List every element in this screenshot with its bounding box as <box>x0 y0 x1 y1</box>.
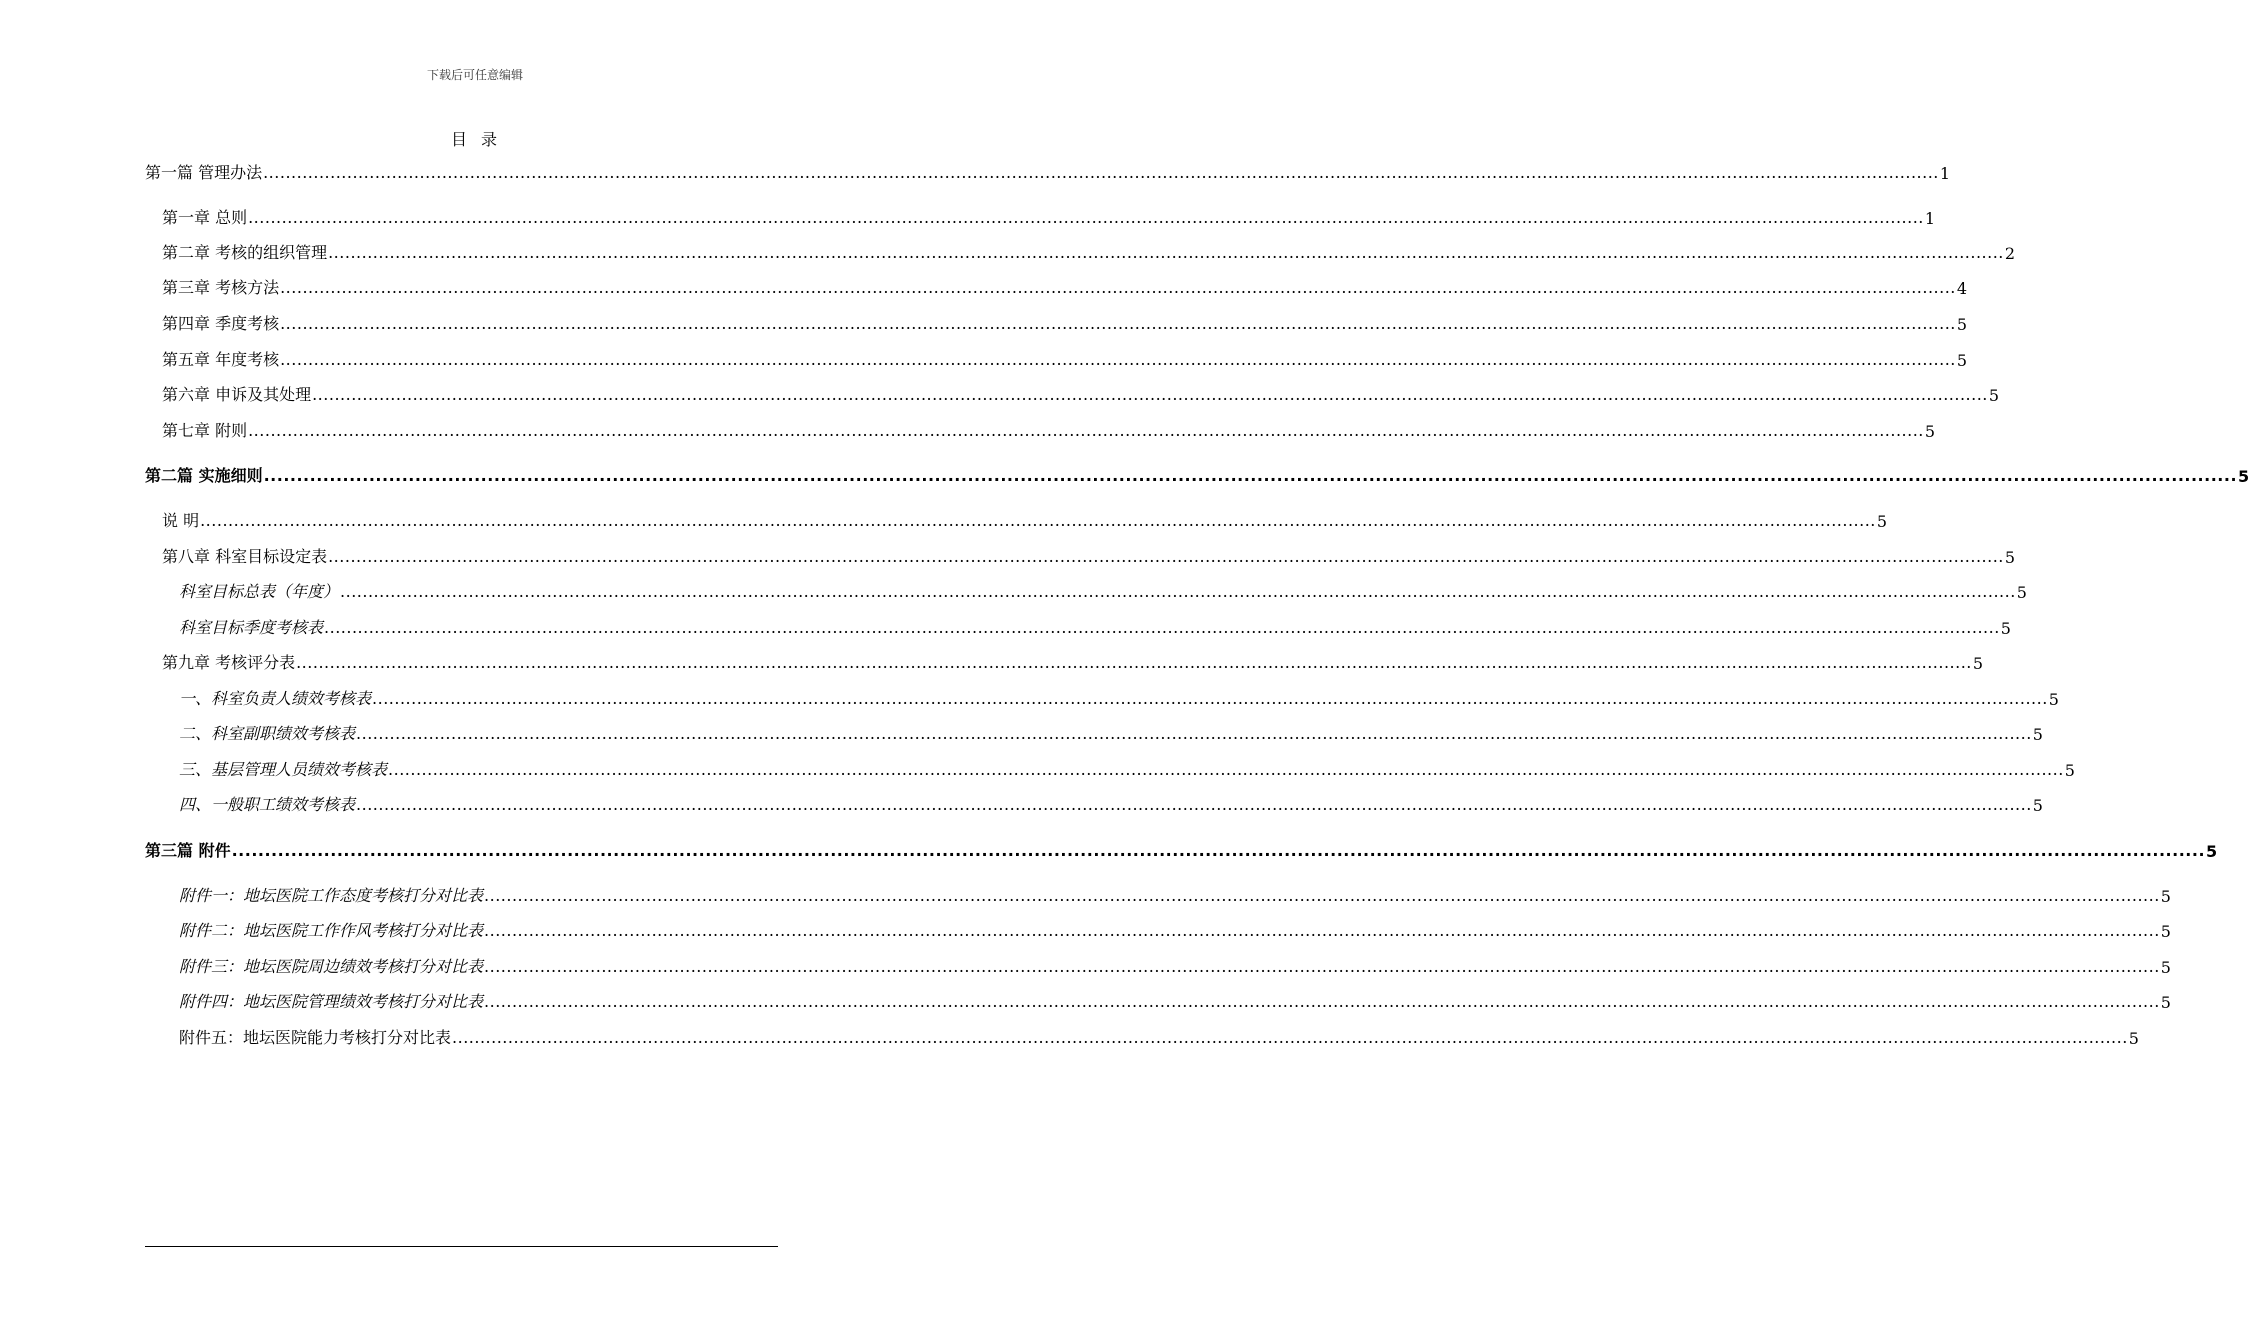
toc-title-char-1: 目 <box>450 130 469 149</box>
toc-entry-label: 第八章 科室目标设定表 <box>162 547 328 566</box>
toc-entry-page: 5 <box>1988 386 2000 405</box>
toc-entry-label: 第九章 考核评分表 <box>162 653 296 672</box>
toc-entry-page: 5 <box>2160 993 2171 1012</box>
toc-leader-dots: ............................................................................................................................................................................................................................................................................................................ <box>280 278 1956 297</box>
toc-leader-dots: ............................................................................................................................................................................................................................................................................................................ <box>328 243 2004 262</box>
toc-leader-dots: ............................................................................................................................................................................................................................................................................................................ <box>248 421 1924 440</box>
toc-entry[interactable] <box>162 237 2016 263</box>
toc-entry-label: 附件五：地坛医院能力考核打分对比表 <box>179 1028 452 1047</box>
toc-entry[interactable] <box>162 647 1984 673</box>
toc-leader-dots: ............................................................................................................................................................................................................................................................................................................ <box>324 618 2000 637</box>
toc-entry-label: 第二章 考核的组织管理 <box>162 243 328 262</box>
toc-entry-label: 一、科室负责人绩效考核表 <box>179 689 372 708</box>
toc-entry[interactable] <box>145 835 2218 861</box>
toc-entry[interactable] <box>162 344 1968 370</box>
toc-title <box>0 127 950 150</box>
toc-entry-page: 4 <box>1956 279 1968 298</box>
toc-entry-page: 5 <box>1876 512 1888 531</box>
toc-leader-dots: ............................................................................................................................................................................................................................................................................................................ <box>231 841 2206 860</box>
toc-leader-dots: ............................................................................................................................................................................................................................................................................................................ <box>296 653 1972 672</box>
toc-entry-label: 第三篇 附件 <box>145 841 231 860</box>
toc-leader-dots: ............................................................................................................................................................................................................................................................................................................ <box>484 992 2160 1011</box>
toc-entry-label: 附件二：地坛医院工作作风考核打分对比表 <box>179 921 484 940</box>
toc-entry[interactable] <box>162 202 1936 228</box>
toc-entry-page: 5 <box>2032 796 2043 815</box>
toc-title-char-2: 录 <box>481 130 500 149</box>
toc-leader-dots: ............................................................................................................................................................................................................................................................................................................ <box>356 724 2032 743</box>
toc-entry-label: 四、一般职工绩效考核表 <box>179 795 356 814</box>
toc-leader-dots: ............................................................................................................................................................................................................................................................................................................ <box>452 1028 2128 1047</box>
toc-entry[interactable] <box>179 1022 2139 1048</box>
toc-entry-label: 二、科室副职绩效考核表 <box>179 724 356 743</box>
toc-entry-label: 附件四：地坛医院管理绩效考核打分对比表 <box>179 992 484 1011</box>
toc-entry[interactable] <box>179 951 2171 977</box>
toc-entry[interactable] <box>162 541 2016 567</box>
toc-entry[interactable] <box>179 880 2171 906</box>
toc-entry[interactable] <box>145 460 2249 486</box>
toc-entry[interactable] <box>162 272 1968 298</box>
toc-entry-label: 附件一：地坛医院工作态度考核打分对比表 <box>179 886 484 905</box>
toc-entry[interactable] <box>179 718 2043 744</box>
toc-entry-page: 1 <box>1939 164 1951 183</box>
toc-entry-label: 科室目标季度考核表 <box>179 618 324 637</box>
toc-entry-page: 5 <box>1956 351 1968 370</box>
toc-entry-page: 5 <box>2160 887 2171 906</box>
toc-entry[interactable] <box>162 379 2000 405</box>
toc-entry-label: 第四章 季度考核 <box>162 314 280 333</box>
toc-entry-label: 第三章 考核方法 <box>162 278 280 297</box>
toc-leader-dots: ............................................................................................................................................................................................................................................................................................................ <box>263 466 2238 485</box>
toc-entry[interactable] <box>162 415 1936 441</box>
toc-leader-dots: ............................................................................................................................................................................................................................................................................................................ <box>484 886 2160 905</box>
toc-entry[interactable] <box>179 789 2043 815</box>
toc-entry[interactable] <box>179 576 2027 602</box>
toc-entry-label: 第六章 申诉及其处理 <box>162 385 312 404</box>
toc-entry-label: 第一篇 管理办法 <box>145 163 263 182</box>
toc-entry-label: 第二篇 实施细则 <box>145 466 263 485</box>
toc-entry-page: 5 <box>2160 922 2171 941</box>
toc-entry[interactable] <box>162 308 1968 334</box>
toc-entry-page: 5 <box>1972 654 1984 673</box>
toc-entry[interactable] <box>179 754 2075 780</box>
toc-leader-dots: ............................................................................................................................................................................................................................................................................................................ <box>248 208 1924 227</box>
toc-leader-dots: ............................................................................................................................................................................................................................................................................................................ <box>484 957 2160 976</box>
toc-entry-label: 三、基层管理人员绩效考核表 <box>179 760 388 779</box>
toc-entry-page: 5 <box>2206 842 2218 861</box>
toc-leader-dots: ............................................................................................................................................................................................................................................................................................................ <box>280 350 1956 369</box>
toc-entry-label: 附件三：地坛医院周边绩效考核打分对比表 <box>179 957 484 976</box>
footer-divider <box>145 1246 778 1247</box>
toc-entry-page: 5 <box>1956 315 1968 334</box>
toc-leader-dots: ............................................................................................................................................................................................................................................................................................................ <box>263 163 1939 182</box>
toc-leader-dots: ............................................................................................................................................................................................................................................................................................................ <box>356 795 2032 814</box>
toc-leader-dots: ............................................................................................................................................................................................................................................................................................................ <box>388 760 2064 779</box>
toc-entry-label: 第一章 总则 <box>162 208 248 227</box>
toc-entry-page: 5 <box>2016 583 2027 602</box>
toc-entry-page: 2 <box>2004 244 2016 263</box>
toc-entry-page: 5 <box>2128 1029 2139 1048</box>
toc-entry-page: 5 <box>2004 548 2016 567</box>
toc-entry[interactable] <box>145 157 1951 183</box>
toc-entry-page: 5 <box>2048 690 2059 709</box>
toc-leader-dots: ............................................................................................................................................................................................................................................................................................................ <box>280 314 1956 333</box>
toc-leader-dots: ............................................................................................................................................................................................................................................................................................................ <box>484 921 2160 940</box>
toc-entry-page: 5 <box>2032 725 2043 744</box>
toc-entry-label: 第七章 附则 <box>162 421 248 440</box>
toc-entry[interactable] <box>162 505 1888 531</box>
toc-entry[interactable] <box>179 683 2059 709</box>
toc-entry-label: 科室目标总表（年度） <box>179 582 340 601</box>
toc-entry-label: 第五章 年度考核 <box>162 350 280 369</box>
toc-entry-page: 5 <box>2238 467 2249 486</box>
toc-entry-page: 5 <box>2064 761 2075 780</box>
toc-leader-dots: ............................................................................................................................................................................................................................................................................................................ <box>328 547 2004 566</box>
toc-leader-dots: ............................................................................................................................................................................................................................................................................................................ <box>340 582 2016 601</box>
toc-entry-page: 5 <box>1924 422 1936 441</box>
toc-leader-dots: ............................................................................................................................................................................................................................................................................................................ <box>312 385 1988 404</box>
toc-entry[interactable] <box>179 915 2171 941</box>
toc-leader-dots: ............................................................................................................................................................................................................................................................................................................ <box>372 689 2048 708</box>
toc-entry[interactable] <box>179 612 2011 638</box>
toc-entry-label: 说 明 <box>162 511 200 530</box>
toc-entry-page: 1 <box>1924 209 1936 228</box>
toc-entry[interactable] <box>179 986 2171 1012</box>
toc-leader-dots: ............................................................................................................................................................................................................................................................................................................ <box>200 511 1876 530</box>
toc-entry-page: 5 <box>2000 619 2011 638</box>
page-header: 下载后可任意编辑 <box>426 68 523 82</box>
toc-entry-page: 5 <box>2160 958 2171 977</box>
